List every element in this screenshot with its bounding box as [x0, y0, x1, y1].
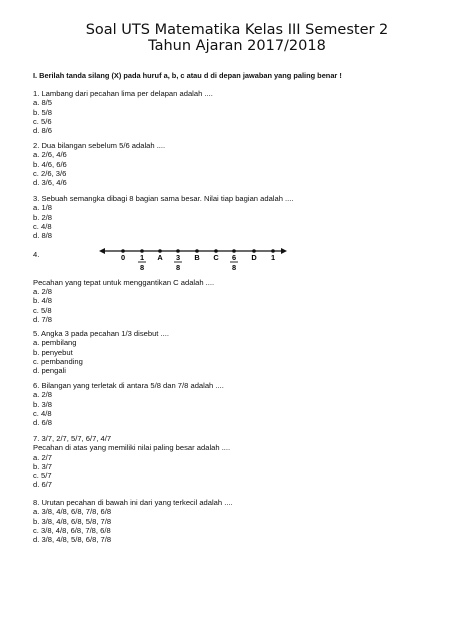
answer-option[interactable]: c. 5/7 [33, 471, 52, 481]
question-5 [33, 329, 169, 375]
question-2 [33, 141, 165, 187]
fraction-numerator: 6 [231, 253, 237, 262]
number-line-label: A [157, 253, 163, 262]
answer-option[interactable]: a. 1/8 [33, 203, 52, 213]
question-7 [33, 434, 230, 490]
question-text: 7. 3/7, 2/7, 5/7, 6/7, 4/7 [33, 434, 112, 443]
answer-option[interactable]: c. 5/6 [33, 116, 52, 126]
number-line-marks [121, 249, 275, 272]
number-line-arrow-right [281, 248, 287, 254]
question-text: 8. Urutan pecahan di bawah ini dari yang terkecil adalah .... [33, 498, 233, 507]
question-text: 1. Lambang dari pecahan lima per delapan adalah .... [33, 89, 213, 98]
answer-option[interactable]: a. 8/5 [33, 98, 52, 108]
answer-option[interactable]: c. 2/6, 3/6 [33, 168, 67, 178]
answer-option[interactable]: b. 2/8 [33, 212, 52, 222]
fraction-numerator: 1 [139, 253, 145, 262]
answer-option[interactable]: a. pembilang [33, 338, 77, 348]
answer-option[interactable]: b. 3/8, 4/8, 6/8, 5/8, 7/8 [33, 516, 112, 526]
question-text: 3. Sebuah semangka dibagi 8 bagian sama besar. Nilai tiap bagian adalah .... [33, 194, 294, 203]
number-line [99, 241, 289, 273]
number-line-arrow-left [99, 248, 105, 254]
answer-option[interactable]: d. 8/6 [33, 126, 52, 136]
answer-option[interactable]: b. 4/8 [33, 296, 52, 306]
answer-option[interactable]: c. 3/8, 4/8, 6/8, 7/8, 6/8 [33, 525, 111, 535]
answer-option[interactable]: d. 6/8 [33, 418, 52, 428]
fraction-denominator: 8 [139, 263, 145, 272]
answer-option[interactable]: d. 8/8 [33, 231, 52, 241]
question-8 [33, 498, 233, 544]
answer-option[interactable]: d. 7/8 [33, 315, 52, 325]
answer-option[interactable]: c. 4/8 [33, 221, 52, 231]
answer-option[interactable]: c. 4/8 [33, 408, 52, 418]
question-text: 5. Angka 3 pada pecahan 1/3 disebut .... [33, 329, 169, 338]
page-subtitle: Tahun Ajaran 2017/2018 [148, 38, 326, 54]
answer-option[interactable]: d. 3/6, 4/6 [33, 178, 67, 188]
fraction-denominator: 8 [175, 263, 181, 272]
answer-option[interactable]: d. 6/7 [33, 480, 52, 490]
question-3 [33, 194, 293, 240]
question-6 [33, 381, 224, 427]
answer-option[interactable]: b. 4/6, 6/6 [33, 159, 67, 169]
answer-option[interactable]: c. 5/8 [33, 305, 52, 315]
question-text: 2. Dua bilangan sebelum 5/6 adalah .... [33, 141, 166, 150]
number-line-label: 0 [120, 253, 126, 262]
instruction-text: I. Berilah tanda silang (X) pada huruf a, b, c atau d di depan jawaban yang paling benar ! [33, 71, 342, 80]
answer-option[interactable]: a. 2/8 [33, 287, 52, 297]
fraction-denominator: 8 [231, 263, 237, 272]
answer-option[interactable]: b. 5/8 [33, 107, 52, 117]
answer-option[interactable]: a. 2/8 [33, 390, 52, 400]
answer-option[interactable]: b. 3/7 [33, 461, 52, 471]
question-1 [33, 89, 213, 135]
question-text: Pecahan di atas yang memiliki nilai paling besar adalah .... [33, 443, 231, 453]
page-title: Soal UTS Matematika Kelas III Semester 2 [85, 22, 389, 38]
question-text: Pecahan yang tepat untuk menggantikan C adalah .... [33, 277, 215, 287]
answer-option[interactable]: d. 3/8, 4/8, 5/8, 6/8, 7/8 [33, 535, 112, 545]
answer-option[interactable]: a. 2/6, 4/6 [33, 150, 67, 160]
answer-option[interactable]: a. 3/8, 4/8, 6/8, 7/8, 6/8 [33, 507, 112, 517]
number-line-label: B [194, 253, 200, 262]
question-text: 4. [33, 250, 40, 259]
number-line-label: 1 [270, 253, 276, 262]
question-text: 6. Bilangan yang terletak di antara 5/8 dan 7/8 adalah .... [33, 381, 224, 390]
number-line-label: D [251, 253, 257, 262]
answer-option[interactable]: b. penyebut [33, 347, 73, 357]
fraction-numerator: 3 [175, 253, 181, 262]
answer-option[interactable]: c. pembanding [33, 356, 83, 366]
number-line-label: C [213, 253, 219, 262]
answer-option[interactable]: b. 3/8 [33, 399, 52, 409]
answer-option[interactable]: d. pengali [33, 366, 66, 376]
answer-option[interactable]: a. 2/7 [33, 452, 52, 462]
